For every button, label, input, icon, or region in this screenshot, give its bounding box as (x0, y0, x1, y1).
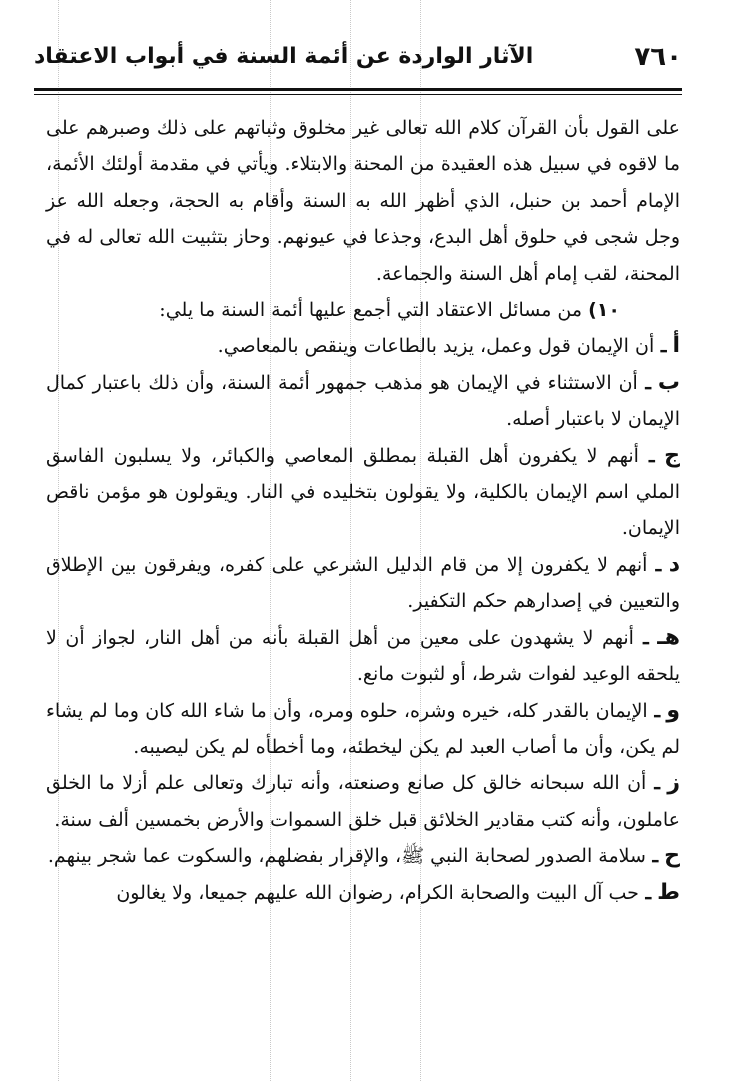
item-dash: ـ (646, 772, 660, 795)
section-text: من مسائل الاعتقاد التي أجمع عليها أئمة السنة ما يلي: (159, 299, 583, 322)
item-text: أنهم لا يشهدون على معين من أهل القبلة بأنه من أهل النار، لجواز أن لا يلحقه الوعيد لفوات شرط، أو لثبوت مانع. (46, 626, 680, 686)
item-dash: ـ (647, 699, 661, 722)
list-item-alif (46, 328, 680, 364)
item-dash: ـ (645, 845, 659, 868)
item-text: الإيمان بالقدر كله، خيره وشره، حلوه ومره، وأن ما شاء الله كان وما لم يشاء لم يكن، وأن ما أصاب العبد لم يكن ليخطئه، وما أخطأه لم يكن ليصيبه. (46, 699, 680, 758)
list-item-waw (46, 693, 680, 766)
item-dash: ـ (654, 335, 667, 358)
list-item-ta (46, 875, 680, 911)
list-item-ba (46, 365, 680, 438)
item-letter: ح (664, 843, 680, 869)
item-letter: و (666, 697, 680, 723)
item-letter: ط (657, 879, 680, 905)
item-letter: ب (657, 369, 680, 395)
item-letter: أ (672, 333, 680, 359)
header-rule-thick (34, 88, 682, 91)
item-dash: ـ (633, 626, 649, 649)
item-text: حب آل البيت والصحابة الكرام، رضوان الله عليهم جميعا، ولا يغالون (116, 881, 639, 904)
header-rule-thin (34, 94, 682, 95)
item-letter: د (668, 551, 680, 577)
list-item-jim (46, 438, 680, 547)
item-text: أن الاستثناء في الإيمان هو مذهب جمهور أئمة السنة، وأن ذلك باعتبار كمال الإيمان لا باعتبار أصله. (46, 371, 680, 431)
item-text: أنهم لا يكفرون إلا من قام الدليل الشرعي على كفره، ويفرقون بين الإطلاق والتعيين في إصدارهم حكم التكفير. (46, 553, 680, 613)
item-letter: هـ (657, 624, 681, 650)
page-header (34, 40, 682, 88)
item-letter: ج (664, 442, 680, 468)
item-text: سلامة الصدور لصحابة النبي ﷺ، والإقرار بفضلهم، والسكوت عما شجر بينهم. (47, 845, 646, 868)
item-dash: ـ (637, 371, 651, 394)
item-text: أنهم لا يكفرون أهل القبلة بمطلق المعاصي والكبائر، ولا يسلبون الفاسق الملي اسم الإيمان بالكلية، ولا يقولون بتخليده في النار. ويقولون هو مؤمن ناقص الإيمان. (46, 444, 680, 540)
list-item-ha2 (46, 838, 680, 874)
section-heading (46, 292, 680, 328)
item-dash: ـ (638, 444, 655, 467)
item-letter: ز (667, 770, 680, 796)
page-number: ٧٦٠ (634, 42, 682, 72)
list-item-zay (46, 765, 680, 838)
list-item-ha (46, 620, 680, 693)
list-item-dal (46, 547, 680, 620)
body-text (46, 110, 680, 911)
item-text: أن الإيمان قول وعمل، يزيد بالطاعات وينقص بالمعاصي. (217, 335, 655, 358)
intro-paragraph: على القول بأن القرآن كلام الله تعالى غير مخلوق وثباتهم على ذلك وصبرهم على ما لاقوه في سبيل هذه العقيدة من المحنة والابتلاء. ويأتي في مقدمة أولئك الأئمة، الإمام أحمد بن حنبل، الذي أظهر الله به السنة وأقام به الحجة، وجعله الله عز وجل شجى في حلوق أهل البدع، وجذعا في عيونهم. وحاز بتثبيت الله تعالى له في المحنة، لقب إمام أهل السنة والجماعة. (46, 117, 680, 285)
section-number: ١٠) (588, 299, 620, 322)
item-dash: ـ (647, 553, 662, 576)
item-dash: ـ (638, 881, 652, 904)
item-text: أن الله سبحانه خالق كل صانع وصنعته، وأنه تبارك وتعالى علم أزلا ما الخلق عاملون، وأنه كتب مقادير الخلائق قبل خلق السموات والأرض بخمسين ألف سنة. (46, 772, 680, 831)
running-title: الآثار الواردة عن أئمة السنة في أبواب الاعتقاد (34, 44, 534, 69)
